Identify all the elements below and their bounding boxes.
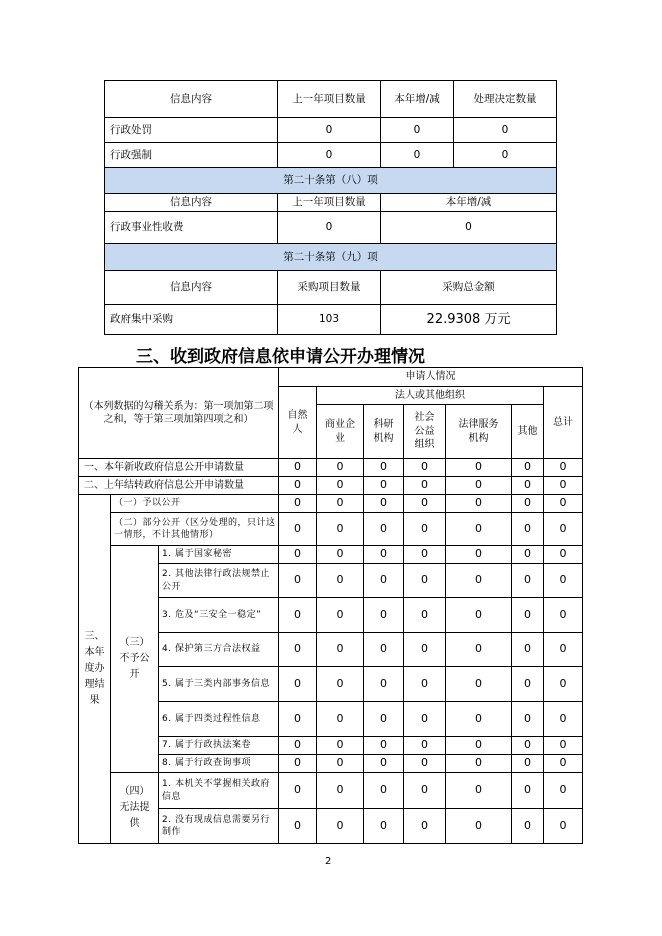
cell-value: 0	[512, 773, 544, 809]
row-label: 行政处罚	[105, 118, 278, 143]
cell-value: 0	[278, 118, 381, 143]
row-label: 政府集中采购	[105, 305, 278, 335]
row-label: 3. 危及“三安全一稳定”	[159, 598, 279, 633]
table-row	[105, 143, 557, 168]
cell-value: 0	[381, 143, 454, 168]
cell-value: 0	[544, 598, 583, 633]
cell-value: 0	[404, 598, 446, 633]
cell-value: 0	[404, 633, 446, 667]
table-row	[105, 212, 557, 244]
cell-value: 0	[446, 702, 512, 737]
cell-value: 0	[317, 667, 364, 702]
row-label: 1. 属于国家秘密	[159, 546, 279, 564]
row-label: 4. 保护第三方合法权益	[159, 633, 279, 667]
row-label: 8. 属于行政查询事项	[159, 755, 279, 773]
row-label: 2. 没有现成信息需要另行制作	[159, 809, 279, 844]
section-3-label: 三、本年度办理结果	[79, 495, 111, 844]
cell-value: 0	[279, 809, 317, 844]
cell-value: 0	[364, 477, 404, 495]
cell-value: 0	[279, 598, 317, 633]
header-change: 本年增/减	[381, 194, 557, 212]
cell-value: 0	[317, 477, 364, 495]
cell-value: 0	[404, 755, 446, 773]
cell-value: 0	[404, 495, 446, 513]
col-natural: 自然人	[279, 387, 317, 459]
table-row	[79, 495, 583, 513]
cell-value: 0	[404, 667, 446, 702]
cell-value: 0	[364, 667, 404, 702]
cell-value: 0	[364, 633, 404, 667]
cell-value: 0	[544, 495, 583, 513]
cell-value: 0	[279, 755, 317, 773]
cell-value: 0	[317, 546, 364, 564]
header-decision-count: 处理决定数量	[454, 81, 557, 118]
cell-value: 0	[317, 633, 364, 667]
note-cell: （本列数据的勾稽关系为：第一项加第二项之和，等于第三项加第四项之和）	[79, 368, 279, 459]
cell-value: 0	[544, 459, 583, 477]
cell-value: 0	[544, 513, 583, 546]
cell-value: 0	[446, 477, 512, 495]
cell-value: 0	[512, 633, 544, 667]
cell-value: 0	[317, 459, 364, 477]
cell-value: 0	[364, 773, 404, 809]
application-table	[78, 367, 583, 844]
cell-value: 0	[317, 809, 364, 844]
cell-value: 0	[512, 702, 544, 737]
col-legal-service: 法律服务机构	[446, 405, 512, 459]
table-row	[105, 305, 557, 335]
row-label: 7. 属于行政执法案卷	[159, 737, 279, 755]
cell-value: 0	[446, 755, 512, 773]
header-change: 本年增/减	[381, 81, 454, 118]
purchase-amount: 22.9308 万元	[381, 305, 557, 335]
cell-value: 0	[279, 773, 317, 809]
cell-value: 0	[404, 737, 446, 755]
cell-value: 0	[404, 459, 446, 477]
cell-value: 0	[544, 667, 583, 702]
cell-value: 0	[512, 809, 544, 844]
cell-value: 0	[512, 459, 544, 477]
cell-value: 0	[317, 495, 364, 513]
cell-value: 0	[279, 737, 317, 755]
applicant-header: 申请人情况	[279, 368, 583, 387]
cell-value: 0	[454, 143, 557, 168]
cell-value: 0	[279, 495, 317, 513]
cell-value: 0	[446, 513, 512, 546]
cell-value: 0	[317, 598, 364, 633]
table-row	[79, 513, 583, 546]
row-label: 行政强制	[105, 143, 278, 168]
col-other: 其他	[512, 405, 544, 459]
section-9-title: 第二十条第（九）项	[105, 244, 557, 271]
cell-value: 0	[446, 546, 512, 564]
col-social: 社会公益组织	[404, 405, 446, 459]
cell-value: 0	[446, 809, 512, 844]
cell-value: 0	[381, 212, 557, 244]
row-label: （一）予以公开	[111, 495, 279, 513]
header-info-content: 信息内容	[105, 194, 278, 212]
header-info-content: 信息内容	[105, 81, 278, 118]
cell-value: 0	[512, 495, 544, 513]
cell-value: 0	[512, 737, 544, 755]
cell-value: 0	[454, 118, 557, 143]
row-label: （二）部分公开（区分处理的，只计这一情形，不计其他情形）	[111, 513, 279, 546]
cell-value: 0	[544, 702, 583, 737]
header-purchase-count: 采购项目数量	[278, 271, 381, 305]
row-label: 一、本年新收政府信息公开申请数量	[79, 459, 279, 477]
header-last-year-count: 上一年项目数量	[278, 81, 381, 118]
table-row	[79, 477, 583, 495]
cell-value: 0	[317, 755, 364, 773]
cell-value: 0	[279, 477, 317, 495]
section-8-title: 第二十条第（八）项	[105, 168, 557, 194]
cell-value: 0	[544, 564, 583, 598]
cell-value: 0	[317, 702, 364, 737]
cell-value: 0	[317, 737, 364, 755]
cell-value: 0	[404, 702, 446, 737]
col-research: 科研机构	[364, 405, 404, 459]
cell-value: 0	[544, 633, 583, 667]
col-total: 总计	[544, 387, 583, 459]
cell-value: 0	[404, 564, 446, 598]
cell-value: 0	[446, 667, 512, 702]
cell-value: 0	[364, 809, 404, 844]
cell-value: 0	[512, 598, 544, 633]
cell-value: 0	[364, 737, 404, 755]
legal-group-header: 法人或其他组织	[317, 387, 544, 405]
cell-value: 0	[364, 513, 404, 546]
cell-value: 0	[512, 513, 544, 546]
cell-value: 0	[404, 513, 446, 546]
cell-value: 0	[279, 702, 317, 737]
col-business: 商业企业	[317, 405, 364, 459]
subsection-4-label: （四）无法提供	[111, 773, 159, 844]
cell-value: 0	[446, 737, 512, 755]
cell-value: 0	[279, 564, 317, 598]
row-label: 2. 其他法律行政法规禁止公开	[159, 564, 279, 598]
cell-value: 0	[544, 755, 583, 773]
cell-value: 0	[404, 477, 446, 495]
row-label: 5. 属于三类内部事务信息	[159, 667, 279, 702]
cell-value: 0	[446, 773, 512, 809]
subsection-3-label: （三）不予公开	[111, 546, 159, 773]
table-row	[79, 546, 583, 564]
row-label: 1. 本机关不掌握相关政府信息	[159, 773, 279, 809]
cell-value: 0	[364, 598, 404, 633]
cell-value: 0	[404, 773, 446, 809]
cell-value: 0	[279, 546, 317, 564]
row-label: 行政事业性收费	[105, 212, 278, 244]
cell-value: 0	[364, 702, 404, 737]
header-last-year-count: 上一年项目数量	[278, 194, 381, 212]
table-row	[79, 773, 583, 809]
header-purchase-amount: 采购总金额	[381, 271, 557, 305]
table-row	[79, 459, 583, 477]
cell-value: 0	[512, 755, 544, 773]
cell-value: 0	[364, 564, 404, 598]
cell-value: 0	[279, 513, 317, 546]
cell-value: 0	[364, 546, 404, 564]
cell-value: 0	[544, 809, 583, 844]
cell-value: 0	[544, 737, 583, 755]
table-row	[105, 118, 557, 143]
cell-value: 0	[446, 495, 512, 513]
row-label: 二、上年结转政府信息公开申请数量	[79, 477, 279, 495]
header-info-content: 信息内容	[105, 271, 278, 305]
cell-value: 0	[279, 667, 317, 702]
cell-value: 0	[278, 143, 381, 168]
cell-value: 0	[544, 773, 583, 809]
cell-value: 103	[278, 305, 381, 335]
cell-value: 0	[512, 667, 544, 702]
cell-value: 0	[446, 598, 512, 633]
cell-value: 0	[317, 773, 364, 809]
cell-value: 0	[512, 546, 544, 564]
cell-value: 0	[279, 459, 317, 477]
row-label: 6. 属于四类过程性信息	[159, 702, 279, 737]
cell-value: 0	[364, 755, 404, 773]
cell-value: 0	[446, 564, 512, 598]
cell-value: 0	[278, 212, 381, 244]
cell-value: 0	[446, 633, 512, 667]
disclosure-table	[104, 80, 557, 335]
cell-value: 0	[279, 633, 317, 667]
section-heading: 三、收到政府信息依申请公开办理情况	[136, 347, 425, 367]
cell-value: 0	[317, 513, 364, 546]
cell-value: 0	[544, 546, 583, 564]
cell-value: 0	[512, 564, 544, 598]
cell-value: 0	[404, 546, 446, 564]
cell-value: 0	[364, 495, 404, 513]
cell-value: 0	[317, 564, 364, 598]
cell-value: 0	[512, 477, 544, 495]
cell-value: 0	[544, 477, 583, 495]
cell-value: 0	[404, 809, 446, 844]
cell-value: 0	[364, 459, 404, 477]
cell-value: 0	[381, 118, 454, 143]
page-number: 2	[325, 856, 332, 867]
cell-value: 0	[446, 459, 512, 477]
